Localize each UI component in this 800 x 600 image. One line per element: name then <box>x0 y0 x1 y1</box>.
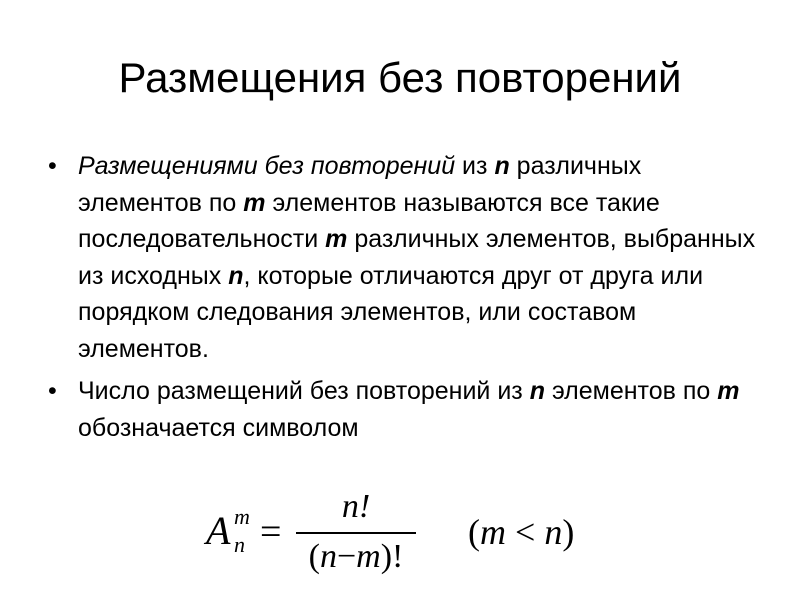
bullet-definition <box>48 148 768 367</box>
permutation-formula <box>200 488 620 588</box>
den-close: )! <box>380 538 404 575</box>
formula-symbol: A <box>206 508 231 553</box>
formula-condition <box>468 510 574 554</box>
bullet-marker: • <box>48 152 57 180</box>
variable-symbol: m <box>717 377 740 405</box>
bullet-text <box>78 377 739 442</box>
formula-numerator: n! <box>341 488 371 525</box>
cond-lt: < <box>506 512 545 552</box>
text-run: обозначается символом <box>78 413 359 442</box>
cond-m: m <box>480 512 506 552</box>
formula-subscript: n <box>234 532 245 557</box>
text-run: различных элементов по <box>78 152 642 217</box>
cond-open: ( <box>468 512 480 552</box>
text-run: элементов называются все такие последовательности <box>78 188 660 253</box>
cond-close: ) <box>562 512 575 552</box>
bullet-text <box>78 152 755 363</box>
text-run: из <box>455 152 495 180</box>
variable-symbol: n <box>529 377 545 405</box>
fraction-line <box>296 532 416 534</box>
cond-n: n <box>544 512 563 552</box>
slide-title: Размещения без повторений <box>118 54 682 101</box>
formula-superscript: m <box>234 504 250 529</box>
variable-symbol: m <box>243 188 266 217</box>
bullet-list <box>48 148 768 446</box>
den-minus: − <box>336 538 357 575</box>
bullet-marker: • <box>48 377 57 405</box>
defined-term: Размещениями без повторений <box>78 152 456 180</box>
text-run: Число размещений без повторений из <box>78 377 530 405</box>
den-m: m <box>356 538 381 575</box>
variable-symbol: n <box>228 261 244 290</box>
den-open: ( <box>308 538 320 575</box>
formula-equals: = <box>260 511 282 553</box>
text-run: элементов по <box>545 377 718 405</box>
text-run: , которые отличаются друг от друга или порядком следования элементов, или составом элементов. <box>78 261 704 363</box>
den-n: n <box>319 538 337 575</box>
text-run: различных элементов, выбранных из исходных <box>78 225 756 290</box>
formula-denominator <box>296 538 416 576</box>
variable-symbol: m <box>325 225 348 253</box>
variable-symbol: n <box>494 152 510 180</box>
bullet-notation <box>48 373 768 446</box>
